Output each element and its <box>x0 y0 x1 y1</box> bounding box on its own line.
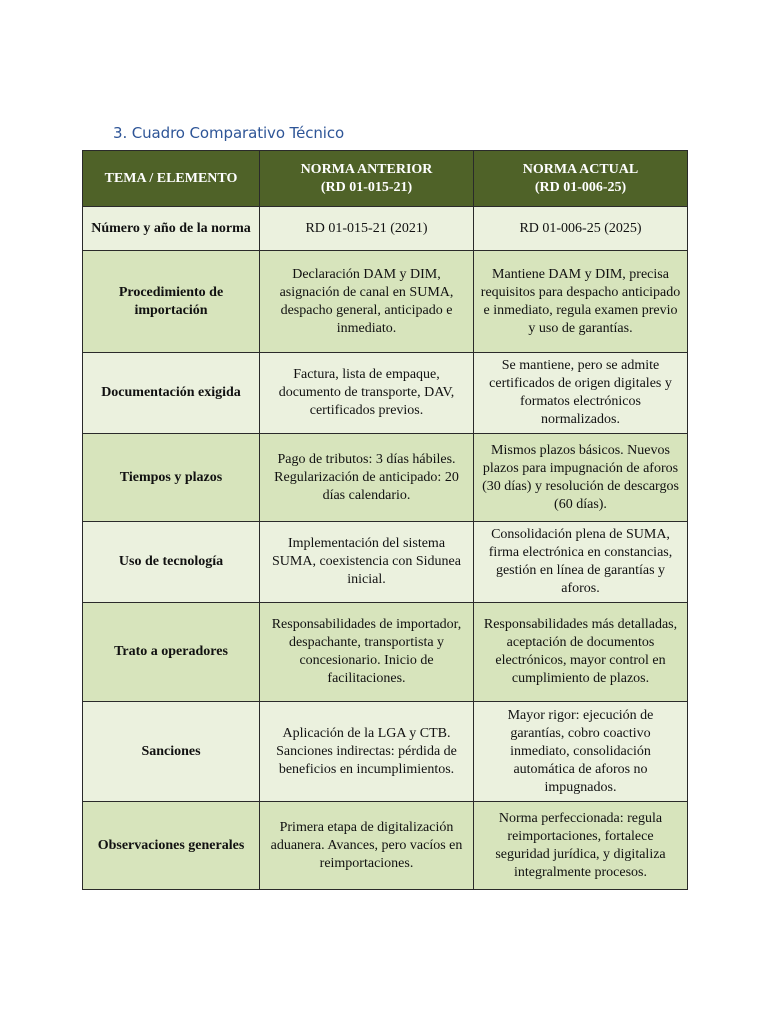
row-norma-anterior: Implementación del sistema SUMA, coexistencia con Sidunea inicial. <box>260 522 474 603</box>
row-topic: Tiempos y plazos <box>83 434 260 522</box>
row-norma-actual: Consolidación plena de SUMA, firma electrónica en constancias, gestión en línea de garantías y aforos. <box>474 522 688 603</box>
header-norma-actual-code: (RD 01-006-25) <box>534 179 627 195</box>
comparison-table <box>82 150 688 890</box>
row-norma-actual: Se mantiene, pero se admite certificados de origen digitales y formatos electrónicos normalizados. <box>474 353 688 434</box>
table-row <box>83 522 688 603</box>
row-topic: Sanciones <box>83 702 260 802</box>
row-norma-anterior: Factura, lista de empaque, documento de transporte, DAV, certificados previos. <box>260 353 474 434</box>
table-body <box>83 207 688 890</box>
row-norma-actual: RD 01-006-25 (2025) <box>474 207 688 251</box>
header-tema <box>83 151 260 207</box>
row-norma-actual: Mayor rigor: ejecución de garantías, cobro coactivo inmediato, consolidación automática de aforos no impugnados. <box>474 702 688 802</box>
row-norma-actual: Norma perfeccionada: regula reimportaciones, fortalece seguridad jurídica, y digitaliza integralmente procesos. <box>474 802 688 890</box>
table-row <box>83 702 688 802</box>
header-norma-anterior-code: (RD 01-015-21) <box>320 179 413 195</box>
section-title: 3. Cuadro Comparativo Técnico <box>113 124 345 142</box>
table-row <box>83 353 688 434</box>
row-norma-actual: Responsabilidades más detalladas, aceptación de documentos electrónicos, mayor control en cumplimiento de plazos. <box>474 603 688 702</box>
table-row <box>83 251 688 353</box>
row-norma-anterior: Primera etapa de digitalización aduanera. Avances, pero vacíos en reimportaciones. <box>260 802 474 890</box>
row-topic: Trato a operadores <box>83 603 260 702</box>
header-norma-anterior <box>260 151 474 207</box>
table-row <box>83 207 688 251</box>
header-row <box>83 151 688 207</box>
row-topic: Uso de tecnología <box>83 522 260 603</box>
row-topic: Observaciones generales <box>83 802 260 890</box>
row-topic: Número y año de la norma <box>83 207 260 251</box>
row-norma-actual: Mantiene DAM y DIM, precisa requisitos para despacho anticipado e inmediato, regula examen previo y uso de garantías. <box>474 251 688 353</box>
header-norma-actual-label: NORMA ACTUAL <box>522 161 639 177</box>
header-tema-label: TEMA / ELEMENTO <box>104 170 238 186</box>
row-norma-anterior: Responsabilidades de importador, despachante, transportista y concesionario. Inicio de facilitaciones. <box>260 603 474 702</box>
row-norma-anterior: Declaración DAM y DIM, asignación de canal en SUMA, despacho general, anticipado e inmediato. <box>260 251 474 353</box>
row-topic: Documentación exigida <box>83 353 260 434</box>
row-norma-anterior: Aplicación de la LGA y CTB. Sanciones indirectas: pérdida de beneficios en incumplimientos. <box>260 702 474 802</box>
header-norma-actual <box>474 151 688 207</box>
row-norma-anterior: RD 01-015-21 (2021) <box>260 207 474 251</box>
row-topic: Procedimiento de importación <box>83 251 260 353</box>
table-header <box>83 151 688 207</box>
row-norma-anterior: Pago de tributos: 3 días hábiles. Regularización de anticipado: 20 días calendario. <box>260 434 474 522</box>
table-row <box>83 603 688 702</box>
row-norma-actual: Mismos plazos básicos. Nuevos plazos para impugnación de aforos (30 días) y resolución de descargos (60 días). <box>474 434 688 522</box>
table-row <box>83 802 688 890</box>
table-row <box>83 434 688 522</box>
header-norma-anterior-label: NORMA ANTERIOR <box>300 161 433 177</box>
